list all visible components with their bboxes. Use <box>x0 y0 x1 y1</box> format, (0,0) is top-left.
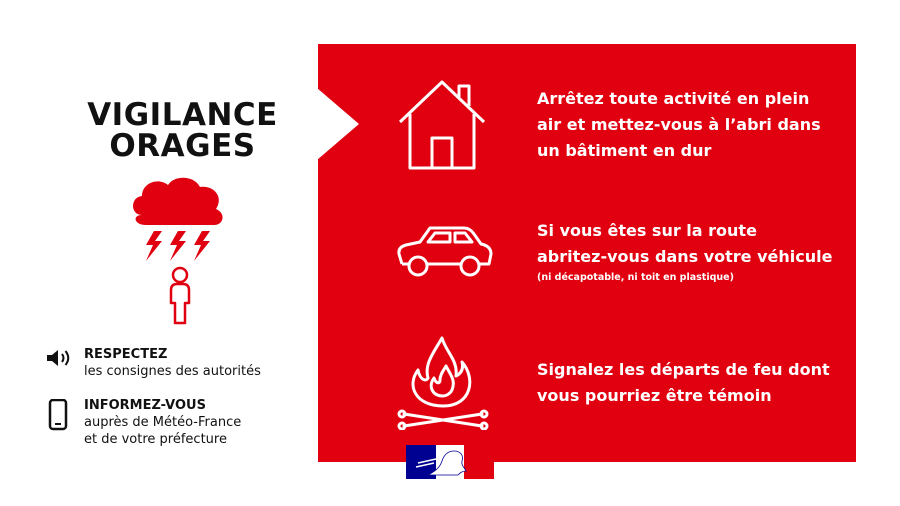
car-icon <box>394 222 496 280</box>
instruction-shelter <box>537 86 821 164</box>
advice-text: et de votre préfecture <box>84 432 227 447</box>
phone-icon <box>46 399 76 435</box>
advice-heading: RESPECTEZ <box>84 347 168 362</box>
storm-cloud-icon <box>128 175 232 327</box>
instruction-line: air et mettez-vous à l’abri dans <box>537 115 821 134</box>
page-title <box>70 97 295 164</box>
instruction-fire <box>537 357 830 409</box>
speaker-icon <box>46 348 76 372</box>
marianne-logo-icon <box>406 445 494 479</box>
advice-text: les consignes des autorités <box>84 364 261 379</box>
instruction-line: abritez-vous dans votre véhicule <box>537 247 833 266</box>
title-line-2: ORAGES <box>109 128 256 164</box>
instruction-vehicle <box>537 218 832 286</box>
instruction-line: Arrêtez toute activité en plein <box>537 89 810 108</box>
fire-icon <box>396 334 490 430</box>
title-line-1: VIGILANCE <box>87 97 278 133</box>
advice-heading: INFORMEZ-VOUS <box>84 398 206 413</box>
instruction-line: vous pourriez être témoin <box>537 386 772 405</box>
instruction-line: Signalez les départs de feu dont <box>537 360 830 379</box>
instruction-line: un bâtiment en dur <box>537 141 712 160</box>
house-icon <box>396 78 488 172</box>
advice-respectez <box>46 346 261 380</box>
advice-informez <box>46 397 241 448</box>
panel-notch <box>317 88 359 160</box>
instruction-line: Si vous êtes sur la route <box>537 221 757 240</box>
instruction-note: (ni décapotable, ni toit en plastique) <box>537 272 734 283</box>
advice-text: auprès de Météo-France <box>84 415 242 430</box>
